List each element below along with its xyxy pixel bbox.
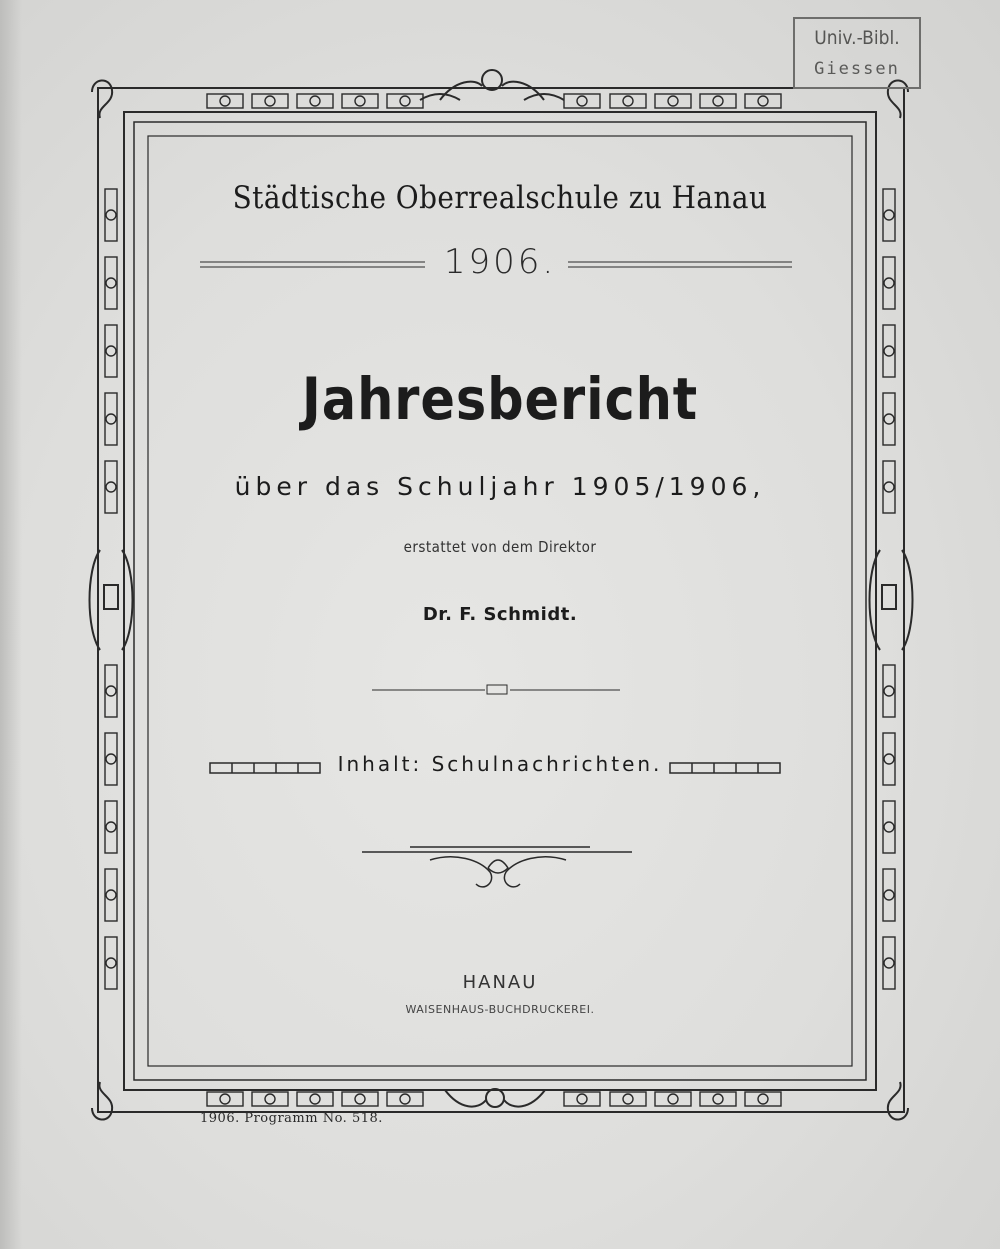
border-motif <box>883 937 895 989</box>
border-motif <box>883 801 895 853</box>
border-motif <box>105 733 117 785</box>
side-mid-ornaments <box>90 550 913 650</box>
report-title: Jahresbericht <box>301 365 699 433</box>
stamp-city: Giessen <box>814 59 900 79</box>
border-motif <box>297 94 333 108</box>
border-motif <box>564 94 600 108</box>
report-subtitle: über das Schuljahr 1905/1906, <box>234 472 766 501</box>
border-motif <box>105 869 117 921</box>
border-motif <box>883 665 895 717</box>
publisher-city: HANAU <box>462 972 538 993</box>
border-motif <box>883 393 895 445</box>
border-motif <box>700 1092 736 1106</box>
border-motif <box>105 325 117 377</box>
publication-year: 1906. <box>443 242 557 282</box>
border-motif <box>610 1092 646 1106</box>
program-number: 1906. Programm No. 518. <box>200 1111 383 1126</box>
submitted-by-line: erstattet von dem Direktor <box>403 538 597 556</box>
author-name: Dr. F. Schmidt. <box>422 604 578 625</box>
school-name: Städtische Oberrealschule zu Hanau <box>232 180 768 216</box>
border-motif <box>105 937 117 989</box>
border-motif <box>883 869 895 921</box>
border-motif <box>883 461 895 513</box>
border-motif <box>207 1092 243 1106</box>
printer-name: WAISENHAUS-BUCHDRUCKEREI. <box>405 1003 595 1016</box>
bottom-crest-ornament <box>445 1089 545 1107</box>
border-motif <box>387 94 423 108</box>
stamp-library-name: Univ.-Bibl. <box>814 27 900 49</box>
border-motif <box>342 94 378 108</box>
contents-line: Inhalt: Schulnachrichten. <box>337 752 663 776</box>
border-motif <box>105 801 117 853</box>
border-motif <box>883 257 895 309</box>
library-stamp <box>793 17 921 89</box>
border-motif <box>745 1092 781 1106</box>
lower-flourish-ornament <box>362 847 632 887</box>
border-motif <box>387 1092 423 1106</box>
border-motif <box>252 1092 288 1106</box>
border-motif <box>883 733 895 785</box>
border-motif <box>207 94 243 108</box>
border-motif <box>105 189 117 241</box>
border-motif <box>883 325 895 377</box>
border-motif <box>342 1092 378 1106</box>
corner-scroll-ornaments <box>92 80 908 1119</box>
border-motif <box>105 257 117 309</box>
separator-rule <box>372 685 620 694</box>
border-motif <box>297 1092 333 1106</box>
border-motif <box>105 665 117 717</box>
top-crest-ornament <box>420 70 564 100</box>
border-motif <box>610 94 646 108</box>
border-motif <box>564 1092 600 1106</box>
border-motif <box>105 393 117 445</box>
border-motif <box>655 94 691 108</box>
border-motif <box>745 94 781 108</box>
border-motif <box>700 94 736 108</box>
border-motif <box>105 461 117 513</box>
border-motif <box>252 94 288 108</box>
border-motif <box>655 1092 691 1106</box>
border-motif <box>883 189 895 241</box>
